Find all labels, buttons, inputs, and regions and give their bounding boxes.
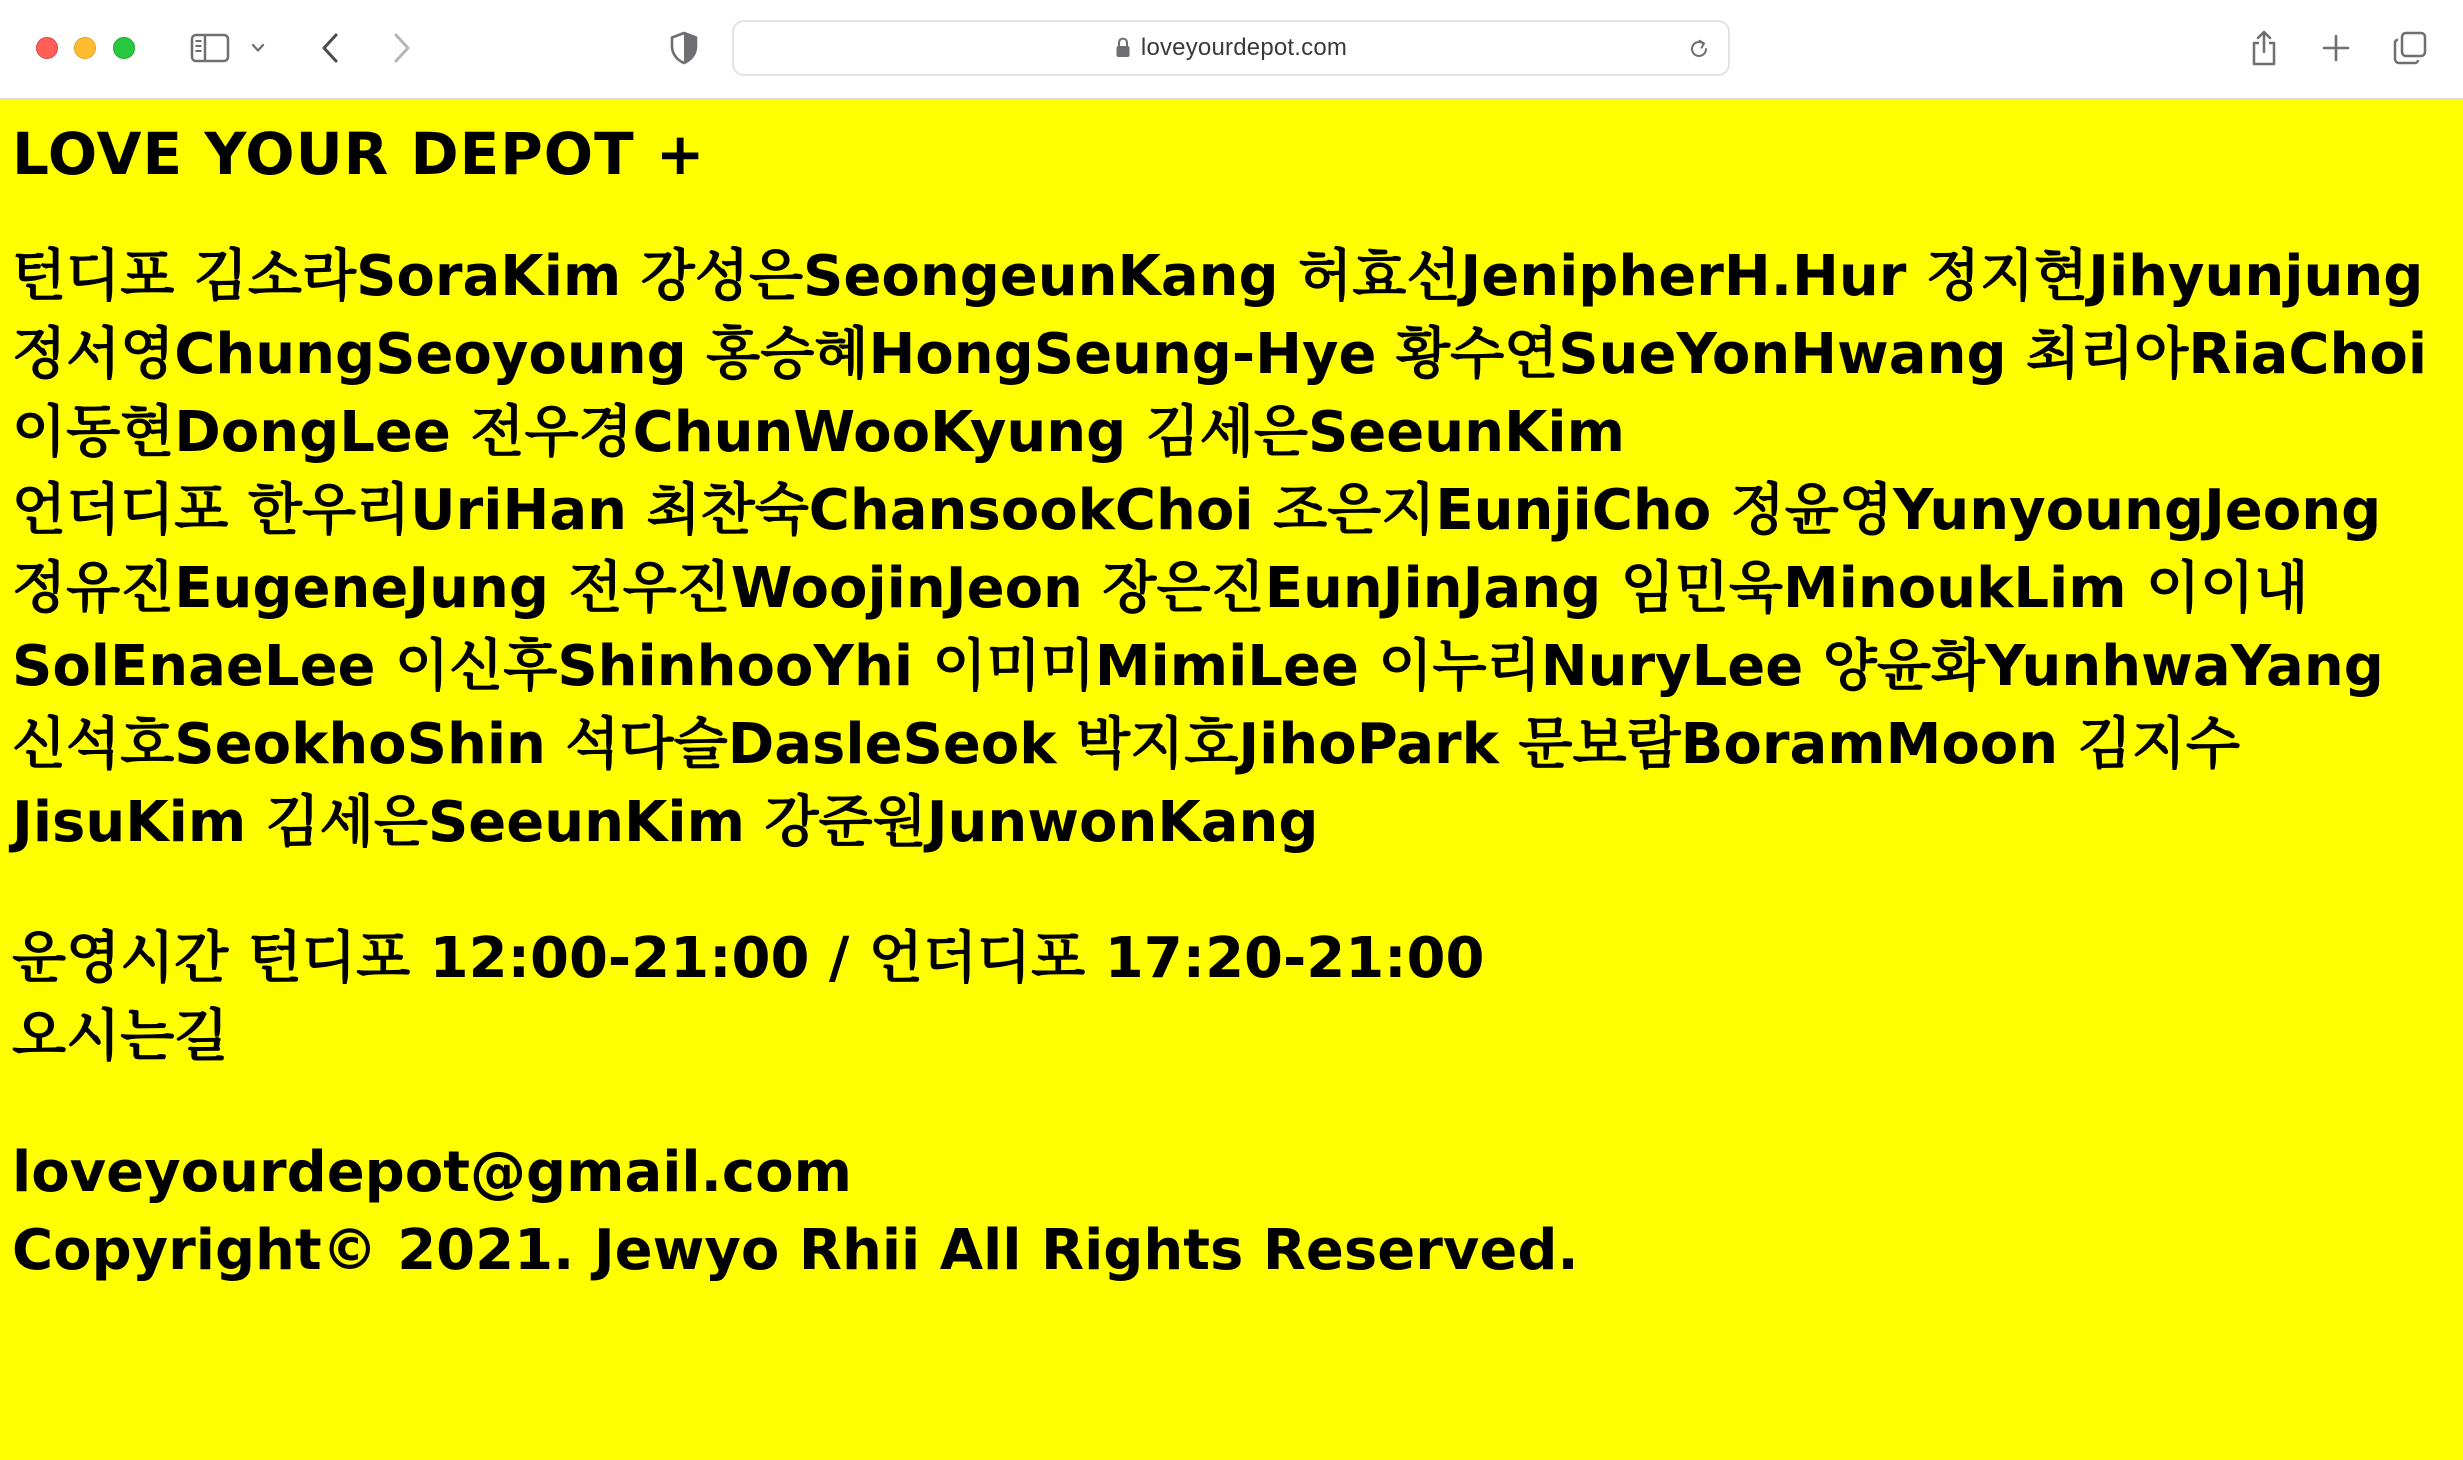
reload-button[interactable] bbox=[1680, 30, 1718, 68]
artist-link[interactable]: 강준원JunwonKang bbox=[764, 790, 1319, 855]
shield-icon bbox=[670, 31, 698, 65]
artist-link[interactable]: 박지호JihoPark bbox=[1076, 712, 1499, 777]
sidebar-menu-button[interactable] bbox=[246, 24, 270, 72]
directions-link[interactable]: 오시는길 bbox=[12, 1004, 229, 1069]
artist-link[interactable]: 이이내SolEnaeLee bbox=[12, 556, 2309, 699]
contact-block bbox=[12, 1134, 2452, 1290]
undipo-label: 언더디포 bbox=[12, 478, 229, 543]
artist-link[interactable]: 한우리UriHan bbox=[247, 478, 627, 543]
forward-button[interactable] bbox=[382, 24, 422, 72]
info-block bbox=[12, 920, 2452, 1076]
privacy-report-button[interactable] bbox=[664, 24, 704, 72]
site-title[interactable]: LOVE YOUR DEPOT + bbox=[12, 120, 706, 188]
copyright-text: Copyright© 2021. Jewyo Rhii All Rights Reserved. bbox=[12, 1218, 1579, 1283]
window-zoom-button[interactable] bbox=[113, 37, 135, 59]
plus-icon bbox=[2321, 33, 2351, 63]
artist-link[interactable]: 김세은SeeunKim bbox=[1145, 400, 1625, 465]
window-close-button[interactable] bbox=[36, 37, 58, 59]
artist-link[interactable]: 정윤영YunyoungJeong bbox=[1730, 478, 2382, 543]
artist-link[interactable]: 신석호SeokhoShin bbox=[12, 712, 546, 777]
artist-link[interactable]: 정유진EugeneJung bbox=[12, 556, 549, 621]
artist-link[interactable]: 이미미MimiLee bbox=[932, 634, 1359, 699]
artist-link[interactable]: 석다슬DasleSeok bbox=[565, 712, 1057, 777]
artist-link[interactable]: 양윤화YunhwaYang bbox=[1822, 634, 2384, 699]
sidebar-toggle-button[interactable] bbox=[188, 24, 232, 72]
address-bar[interactable] bbox=[732, 20, 1730, 76]
new-tab-button[interactable] bbox=[2314, 24, 2358, 72]
artist-link[interactable]: 이누리NuryLee bbox=[1378, 634, 1804, 699]
email-link[interactable]: loveyourdepot@gmail.com bbox=[12, 1140, 852, 1205]
artist-link[interactable]: 전우진WoojinJeon bbox=[568, 556, 1083, 621]
artist-link[interactable]: 허효선JenipherH.Hur bbox=[1298, 244, 1907, 309]
artist-link[interactable]: 김소라SoraKim bbox=[193, 244, 622, 309]
tabs-icon bbox=[2392, 30, 2428, 66]
chevron-down-icon bbox=[250, 42, 266, 54]
artist-link[interactable]: 최찬숙ChansookChoi bbox=[646, 478, 1254, 543]
artist-link[interactable]: 최리아RiaChoi bbox=[2026, 322, 2428, 387]
tab-overview-button[interactable] bbox=[2388, 24, 2432, 72]
artist-link[interactable]: 김지수JisuKim bbox=[12, 712, 2240, 855]
artist-link[interactable]: 임민욱MinoukLim bbox=[1620, 556, 2127, 621]
chevron-right-icon bbox=[391, 31, 413, 65]
share-icon bbox=[2248, 29, 2280, 67]
artist-link[interactable]: 이신후ShinhooYhi bbox=[395, 634, 914, 699]
chevron-left-icon bbox=[319, 31, 341, 65]
lock-icon bbox=[1115, 37, 1131, 59]
artist-link[interactable]: 조은지EunjiCho bbox=[1273, 478, 1712, 543]
artist-link[interactable]: 정지현Jihyunjung bbox=[1925, 244, 2424, 309]
window-minimize-button[interactable] bbox=[74, 37, 96, 59]
artist-link[interactable]: 문보람BoramMoon bbox=[1518, 712, 2059, 777]
artist-link[interactable]: 이동현DongLee bbox=[12, 400, 451, 465]
artist-link[interactable]: 홍승혜HongSeung-Hye bbox=[706, 322, 1377, 387]
artist-link[interactable]: 강성은SeongeunKang bbox=[640, 244, 1279, 309]
tendipo-label: 턴디포 bbox=[12, 244, 175, 309]
reload-icon bbox=[1687, 37, 1711, 61]
artist-link[interactable]: 황수연SueYonHwang bbox=[1395, 322, 2007, 387]
page-content bbox=[0, 100, 2463, 1460]
artist-link[interactable]: 김세은SeeunKim bbox=[265, 790, 745, 855]
artist-list-block bbox=[12, 238, 2452, 862]
tendipo-artist-list bbox=[12, 244, 2427, 465]
back-button[interactable] bbox=[310, 24, 350, 72]
artist-link[interactable]: 장은진EunJinJang bbox=[1102, 556, 1602, 621]
artist-link[interactable]: 전우경ChunWooKyung bbox=[470, 400, 1127, 465]
operating-hours: 운영시간 턴디포 12:00-21:00 / 언더디포 17:20-21:00 bbox=[12, 926, 1485, 991]
artist-link[interactable]: 정서영ChungSeoyoung bbox=[12, 322, 687, 387]
sidebar-icon bbox=[190, 33, 230, 63]
url-text[interactable]: loveyourdepot.com bbox=[1140, 34, 1348, 61]
undipo-artist-list bbox=[12, 478, 2384, 855]
share-button[interactable] bbox=[2242, 24, 2286, 72]
browser-toolbar bbox=[0, 0, 2463, 100]
